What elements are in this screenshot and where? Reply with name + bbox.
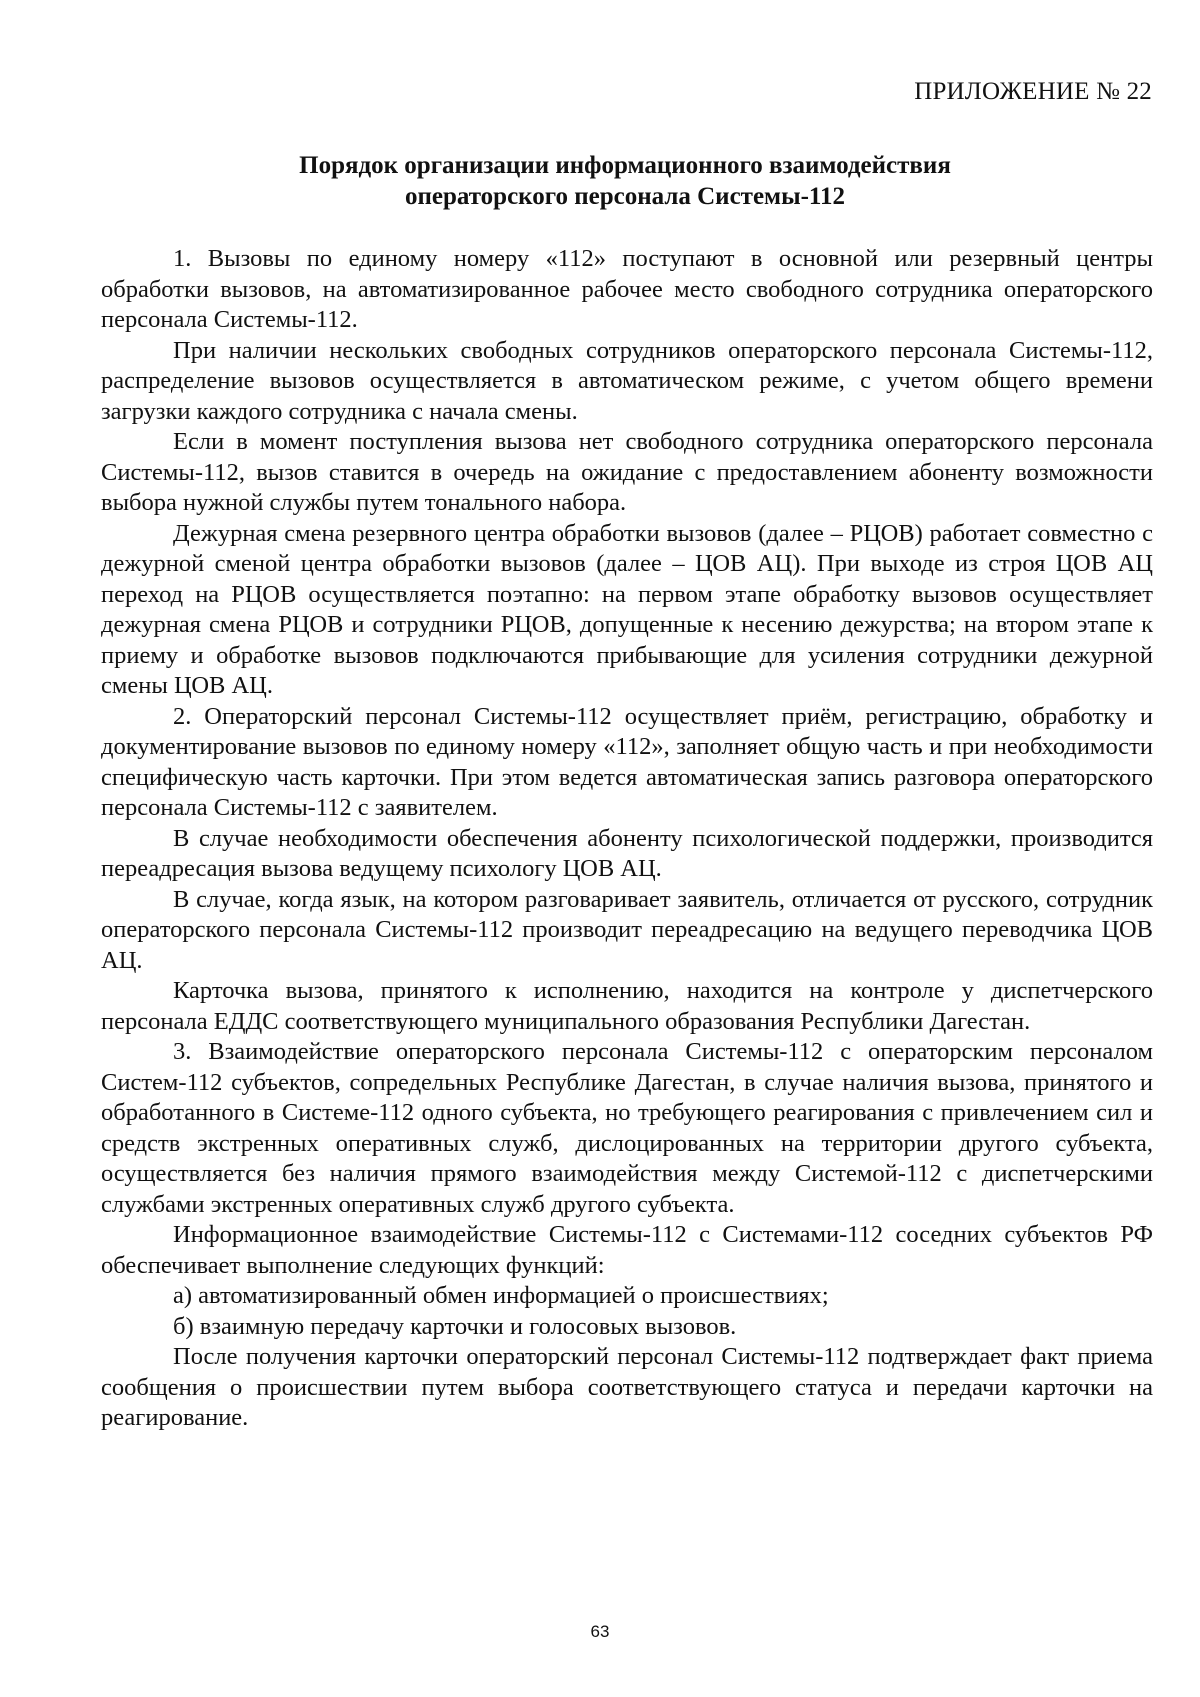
page-number: 63 (590, 1622, 610, 1641)
paragraph-9: 3. Взаимодействие операторского персонала Системы-112 с операторским персоналом Систем-112 субъектов, сопредельных Республике Дагестан, в случае наличия вызова, принятого и обработанного в Системе-112 одного субъекта, но требующего реагирования с привлечением сил и средств экстренных оперативных служб, дислоцированных на территории другого субъекта, осуществляется без наличия прямого взаимодействия между Системой-112 с диспетчерскими службами экстренных оперативных служб другого субъекта. (101, 1038, 1153, 1218)
paragraph-3: Если в момент поступления вызова нет свободного сотрудника операторского персонала Системы-112, вызов ставится в очередь на ожидание с предоставлением абоненту возможности выбора нужной службы путем тонального набора. (101, 428, 1153, 516)
list-item-b: б) взаимную передачу карточки и голосовых вызовов. (173, 1312, 737, 1340)
paragraph-13: После получения карточки операторский персонал Системы-112 подтверждает факт приема сообщения о происшествии путем выбора соответствующего статуса и передачи карточки на реагирование. (101, 1343, 1153, 1431)
paragraph-5: 2. Операторский персонал Системы-112 осуществляет приём, регистрацию, обработку и документирование вызовов по единому номеру «112», заполняет общую часть и при необходимости специфическую часть карточки. При этом ведется автоматическая запись разговора операторского персонала Системы-112 с заявителем. (101, 702, 1153, 821)
paragraph-10: Информационное взаимодействие Системы-112 с Системами-112 соседних субъектов РФ обеспечивает выполнение следующих функций: (101, 1221, 1153, 1279)
paragraph-6: В случае необходимости обеспечения абоненту психологической поддержки, производится переадресация вызова ведущему психологу ЦОВ АЦ. (101, 824, 1153, 882)
title-line-2: операторского персонала Системы-112 (404, 183, 846, 210)
paragraph-8: Карточка вызова, принятого к исполнению, находится на контроле у диспетчерского персонала ЕДДС соответствующего муниципального образования Республики Дагестан. (101, 977, 1153, 1035)
paragraph-1: 1. Вызовы по единому номеру «112» поступают в основной или резервный центры обработки вызовов, на автоматизированное рабочее место свободного сотрудника операторского персонала Системы-112. (101, 245, 1153, 333)
title-line-1: Порядок организации информационного взаимодействия (299, 152, 951, 179)
document-title (90, 150, 1160, 212)
appendix-label: ПРИЛОЖЕНИЕ № 22 (914, 78, 1152, 105)
list-item-a: а) автоматизированный обмен информацией о происшествиях; (173, 1282, 829, 1309)
document-body (101, 244, 1153, 1434)
paragraph-4: Дежурная смена резервного центра обработки вызовов (далее – РЦОВ) работает совместно с дежурной сменой центра обработки вызовов (далее – ЦОВ АЦ). При выходе из строя ЦОВ АЦ переход на РЦОВ осуществляется поэтапно: на первом этапе обработку вызовов осуществляет дежурная смена РЦОВ и сотрудники РЦОВ, допущенные к несению дежурства; на втором этапе к приему и обработке вызовов подключаются прибывающие для усиления сотрудники дежурной смены ЦОВ АЦ. (101, 519, 1153, 699)
paragraph-2: При наличии нескольких свободных сотрудников операторского персонала Системы-112, распределение вызовов осуществляется в автоматическом режиме, с учетом общего времени загрузки каждого сотрудника с начала смены. (101, 336, 1153, 425)
paragraph-7: В случае, когда язык, на котором разговаривает заявитель, отличается от русского, сотрудник операторского персонала Системы-112 производит переадресацию на ведущего переводчика ЦОВ АЦ. (101, 885, 1153, 974)
